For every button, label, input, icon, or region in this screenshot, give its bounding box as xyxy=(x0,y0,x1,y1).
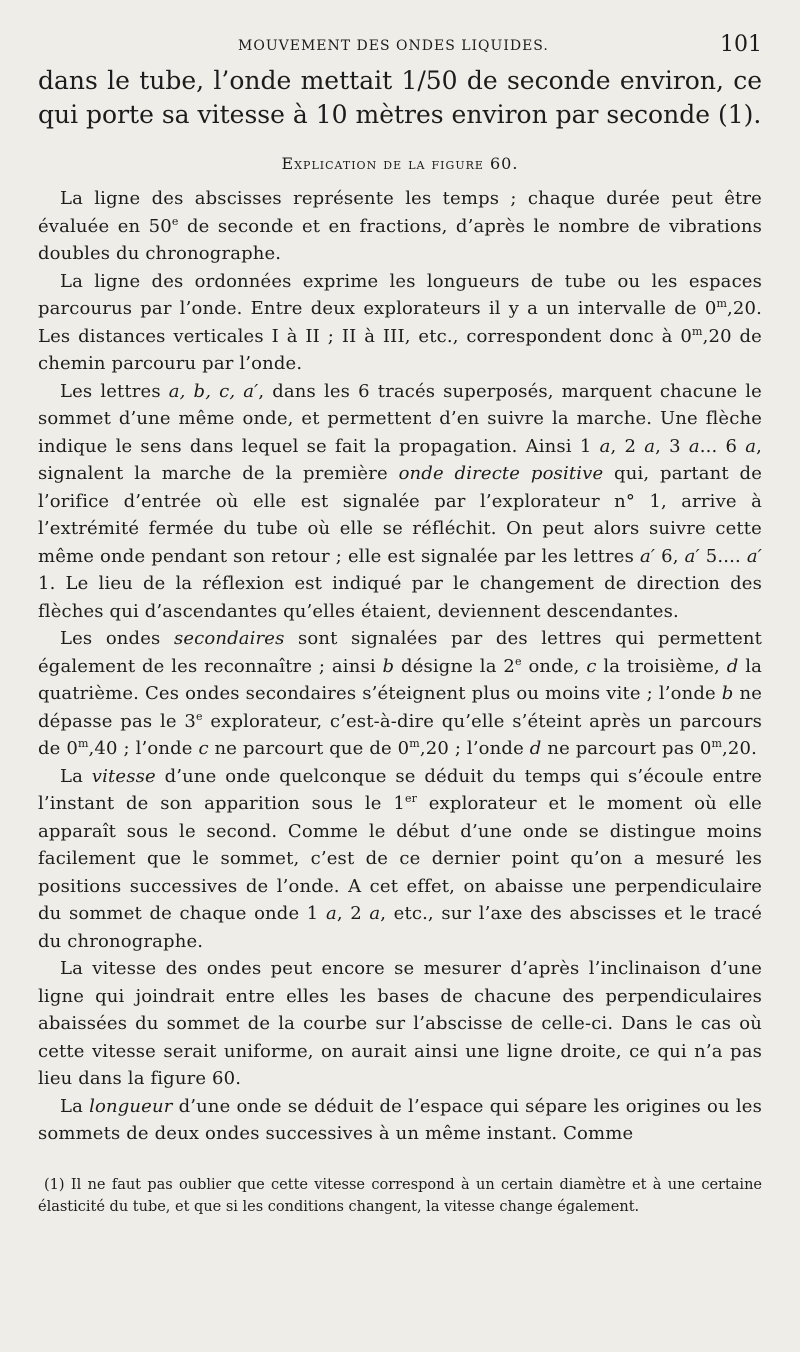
text-span: ,20 ; l’onde xyxy=(419,738,530,759)
paragraph-secondary-waves xyxy=(38,625,762,763)
paragraph-abscissa xyxy=(38,185,762,268)
text-span: onde, xyxy=(521,655,587,677)
text-span: ne parcourt que de 0 xyxy=(208,738,410,759)
italic-span: onde directe positive xyxy=(398,463,604,484)
italic-span: a xyxy=(644,435,656,457)
text-span: désigne la 2 xyxy=(394,655,515,677)
text-span: d’une onde se déduit de l’espace qui sépare les origines ou les sommets de deux ondes successives à un même instant. Comme xyxy=(38,1095,762,1144)
italic-span: a xyxy=(745,435,757,457)
text-span: 1. Le lieu de la réflexion est indiqué par le changement de direction des flèches qui d’ascendantes qu’elles étaient, deviennent descendantes. xyxy=(38,573,762,622)
page-header xyxy=(38,30,762,64)
text-span: ... 6 xyxy=(699,435,746,457)
text-span: , etc., sur l’axe des abscisses et le tracé du chronographe. xyxy=(38,903,762,952)
italic-span: d xyxy=(726,655,739,677)
paragraph-wavelength xyxy=(38,1093,762,1148)
italic-span: a, b, c, a′ xyxy=(168,380,259,402)
text-span: sont signalées par des lettres qui permettent également de les reconnaître ; ainsi xyxy=(38,628,762,677)
section-heading xyxy=(38,154,762,173)
italic-span: c xyxy=(586,655,597,677)
paragraph-inclination xyxy=(38,955,762,1093)
text-span: , 3 xyxy=(655,435,689,457)
italic-span: a′ xyxy=(640,545,656,567)
superscript: e xyxy=(514,654,522,668)
text-span: explorateur, c’est-à-dire qu’elle s’éteint après un parcours de 0 xyxy=(38,710,762,759)
text-span: la troisième, xyxy=(596,655,727,677)
text-span: d’une onde quelconque se déduit du temps qui s’écoule entre l’instant de son apparition sous le 1 xyxy=(38,765,763,814)
paragraph-letters xyxy=(38,378,762,626)
superscript: m xyxy=(716,297,728,310)
superscript: m xyxy=(409,737,420,750)
italic-span: b xyxy=(382,655,395,677)
superscript: e xyxy=(195,709,203,723)
text-span: la quatrième. Ces ondes secondaires s’éteignent plus ou moins vite ; l’onde xyxy=(38,655,762,704)
text-span: ,20 de chemin parcouru par l’onde. xyxy=(38,325,762,374)
text-span: de seconde et en fractions, d’après le nombre de vibrations doubles du chronographe. xyxy=(38,215,762,264)
text-span: ne dépasse pas le 3 xyxy=(38,683,763,732)
italic-span: c xyxy=(198,738,209,759)
italic-span: a xyxy=(369,903,381,924)
italic-span: secondaires xyxy=(173,628,285,649)
text-span: La ligne des ordonnées exprime les longueurs de tube ou les espaces parcourus par l’onde. Entre deux explorateurs il y a un intervalle de 0 xyxy=(38,270,762,319)
paragraph-velocity xyxy=(38,763,762,956)
text-span: ne parcourt pas 0 xyxy=(541,738,712,759)
text-span: La ligne des abscisses représente les temps ; chaque durée peut être évaluée en 50 xyxy=(38,188,762,237)
text-span: explorateur et le moment où elle apparaît sous le second. Comme le début d’une onde se distingue moins facilement que le sommet, c’est de ce dernier point qu’on a mesuré les positions successives de l’onde. A cet effet, on abaisse une perpendiculaire du sommet de chaque onde 1 xyxy=(38,793,762,924)
superscript: m xyxy=(692,324,703,338)
text-span: , 2 xyxy=(610,435,645,457)
text-span: , 2 xyxy=(336,903,370,924)
italic-span: a′ xyxy=(684,545,700,567)
superscript: e xyxy=(171,214,179,228)
paragraph-ordinate xyxy=(38,268,762,378)
italic-span: a′ xyxy=(746,545,763,567)
superscript: er xyxy=(404,792,418,805)
text-span: 5.... xyxy=(699,545,747,567)
text-span: La vitesse des ondes peut encore se mesurer d’après l’inclinaison d’une ligne qui joindrait entre elles les bases de chacune des perpendiculaires abaissées du sommet de la courbe sur l’abscisse de celle-ci. Dans le cas où cette vitesse serait uniforme, on aurait ainsi une ligne droite, ce qui n’a pas lieu dans la figure 60. xyxy=(38,958,762,1089)
book-page xyxy=(38,30,762,1218)
footnote-reference: (1). xyxy=(717,100,762,129)
text-span: ,20. Les distances verticales I à II ; II à III, etc., correspondent donc à 0 xyxy=(38,298,762,347)
text-span: , signalent la marche de la première xyxy=(38,435,763,484)
section-heading-text: Explication de la figure 60. xyxy=(281,154,519,173)
lead-text: dans le tube, l’onde mettait 1/50 de seconde environ, ce qui porte sa vitesse à 10 mètres environ par seconde xyxy=(38,66,762,129)
text-span: 6, xyxy=(655,545,685,567)
superscript: m xyxy=(711,737,723,750)
italic-span: a xyxy=(599,435,611,457)
lead-paragraph xyxy=(38,64,762,132)
text-span: La xyxy=(60,1095,90,1117)
text-span: Les lettres xyxy=(60,380,169,402)
text-span: ,20. xyxy=(722,738,757,759)
body-text xyxy=(38,185,762,1148)
text-span: ,40 ; l’onde xyxy=(88,738,199,759)
running-title: MOUVEMENT DES ONDES LIQUIDES. xyxy=(238,38,549,54)
italic-span: vitesse xyxy=(91,765,156,787)
text-span: , dans les 6 tracés superposés, marquent chacune le sommet d’une même onde, et permettent d’en suivre la marche. Une flèche indique le sens dans lequel se fait la propagation. Ainsi 1 xyxy=(38,380,762,457)
italic-span: a xyxy=(325,903,337,924)
superscript: m xyxy=(77,737,89,750)
footnote: (1) Il ne faut pas oublier que cette vitesse correspond à un certain diamètre et à une certaine élasticité du tube, et que si les conditions changent, la vitesse change également. xyxy=(38,1176,762,1215)
italic-span: longueur xyxy=(89,1095,173,1117)
italic-span: d xyxy=(529,738,542,759)
page-number: 101 xyxy=(720,32,762,57)
text-span: qui, partant de l’orifice d’entrée où elle est signalée par l’explorateur n° 1, arrive à l’extrémité fermée du tube où elle se réfléchit. On peut alors suivre cette même onde pendant son retour ; elle est signalée par les lettres xyxy=(38,463,762,567)
italic-span: b xyxy=(721,683,734,704)
text-span: Les ondes xyxy=(60,628,174,649)
text-span: La xyxy=(60,765,92,787)
italic-span: a xyxy=(688,435,700,457)
